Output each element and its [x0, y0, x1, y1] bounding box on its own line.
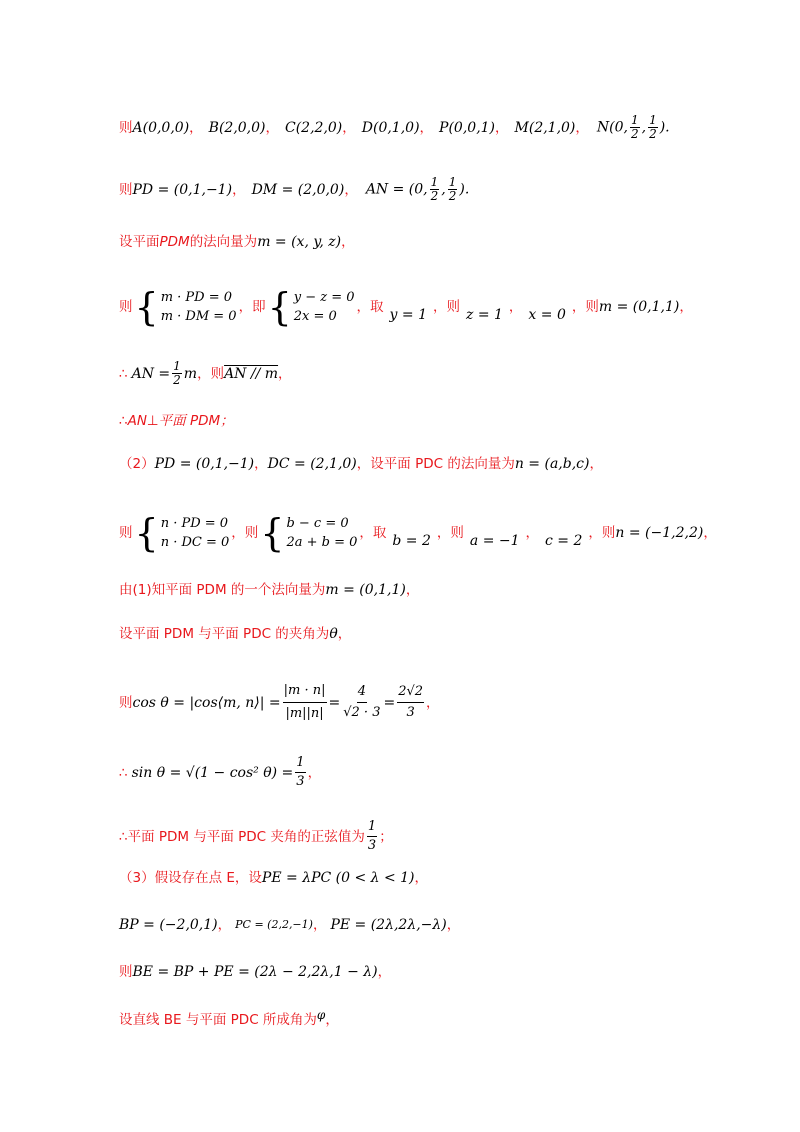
- text: 设直线 BE 与平面 PDC 所成角为: [119, 1012, 317, 1028]
- then-label: 则: [119, 964, 133, 980]
- text: ∴AN⊥平面 PDM；: [119, 413, 234, 429]
- punct: ，: [325, 1012, 339, 1028]
- vectors-bp-pc-pe: BP = (−2,0,1) ， PC = (2,2,−1) ， PE = (2λ,2λ,−λ) ，: [119, 917, 461, 933]
- equals: =: [328, 694, 341, 711]
- vector-an: AN = (0, $\frac{1}{2}$ , $\frac{1}{2}$ ).: [365, 175, 470, 203]
- punct: ，: [337, 626, 352, 642]
- cosine-line: [119, 680, 760, 725]
- text: 的法向量为: [189, 234, 258, 250]
- known-normal-line: [119, 580, 760, 600]
- part3-intro: [119, 868, 760, 888]
- point-b: B(2,0,0): [208, 119, 266, 136]
- point-d: D(0,1,0): [361, 119, 420, 136]
- part2-intro: （2） PD = (0,1,−1) ， DC = (2,1,0) ，设平面 PDC 的法向量为 n = (a,b,c) ，: [119, 456, 603, 472]
- vector-be-line: [119, 962, 760, 982]
- vector-m: m = (x, y, z): [257, 234, 342, 250]
- text: ，则: [436, 525, 464, 541]
- part-label: （2）: [119, 456, 155, 472]
- vector-pc: PC = (2,2,−1): [235, 918, 313, 931]
- then-label: 则: [119, 181, 133, 198]
- then-label: 则: [119, 299, 133, 315]
- fraction-result: $\frac{2√2}{3}$: [398, 684, 424, 720]
- sine-line: [119, 754, 760, 791]
- then-label: 则: [119, 119, 133, 136]
- punct: ，: [589, 456, 603, 472]
- fraction-dot-over-norms: $\frac{|m \cdot n|}{|m||n|}$: [283, 680, 327, 725]
- value-b: b = 2: [392, 533, 431, 549]
- parallel-line: [119, 360, 760, 387]
- text: 设平面 PDM 与平面 PDC 的夹角为: [119, 626, 330, 642]
- fraction-third: $\frac{1}{3}$: [296, 755, 305, 789]
- point-a: A(0,0,0): [132, 119, 190, 136]
- system-pdm-line: 则 { m · PD = 0 m · DM = 0 ，即 { y − z = 0 2x = 0 ，取 y = 1 ，则 z = 1 ， x = 0 ，则 m = (0,1,1) ，: [119, 285, 693, 329]
- vector-dc: DC = (2,1,0): [267, 456, 357, 472]
- point-n: N(0, $\frac{1}{2}$ , $\frac{1}{2}$ ).: [596, 113, 670, 141]
- text: ，则: [588, 525, 616, 541]
- phi-symbol: φ: [316, 1008, 326, 1022]
- fraction-third: $\frac{1}{3}$: [367, 819, 377, 853]
- fraction-half: $\frac{1}{2}$: [173, 359, 181, 387]
- normal-vector-intro: [119, 232, 760, 252]
- value-c: c = 2: [545, 533, 583, 549]
- point-c: C(2,2,0): [285, 119, 343, 136]
- therefore-symbol: ∴: [119, 365, 128, 382]
- then-label: 则: [119, 694, 133, 711]
- vectors-line: 则 PD = (0,1,−1) ， DM = (2,0,0) ， AN = (0, $\frac{1}{2}$ , $\frac{1}{2}$ ).: [119, 175, 470, 203]
- angle-intro: [119, 624, 760, 644]
- dot-product-system: { n · PD = 0 n · DC = 0: [134, 511, 230, 555]
- text: ，即: [238, 299, 266, 315]
- then-label: 则: [119, 525, 133, 541]
- punct: ，: [679, 299, 693, 315]
- punct: ，: [278, 365, 292, 382]
- value-z: z = 1: [466, 307, 503, 323]
- dot-product-system: { m · PD = 0 m · DM = 0: [134, 285, 237, 329]
- text: ，取: [359, 525, 387, 541]
- punct: ，: [405, 582, 420, 598]
- vector-dm: DM = (2,0,0): [251, 181, 345, 198]
- equation-system: { y − z = 0 2x = 0: [267, 285, 355, 329]
- punct: ，: [426, 694, 440, 711]
- plane-name: PDM: [159, 234, 190, 250]
- vector-m-value: m = (0,1,1): [325, 582, 406, 598]
- vector-m: m: [183, 365, 198, 382]
- vector-n: n = (a,b,c): [514, 456, 590, 472]
- parallel-statement: AN // m: [224, 365, 279, 382]
- value-a: a = −1: [469, 533, 520, 549]
- vector-be: BE = BP + PE = (2λ − 2,2λ,1 − λ): [132, 964, 378, 980]
- therefore-symbol: ∴: [119, 764, 128, 781]
- vector-pe-def: PE = λPC (0 < λ < 1): [261, 870, 415, 886]
- vector-pe: PE = (2λ,2λ,−λ): [330, 917, 447, 933]
- value-x: x = 0: [528, 307, 566, 323]
- cos-expression: cos θ = |cos⟨m, n⟩| =: [132, 694, 281, 711]
- vector-pd: PD = (0,1,−1): [132, 181, 233, 198]
- line-plane-angle-intro: [119, 1010, 760, 1030]
- fraction-4: $\frac{4}{√2 \cdot 3}$: [343, 684, 381, 720]
- punct: ；: [379, 828, 393, 845]
- vector-pd: PD = (0,1,−1): [154, 456, 255, 472]
- theta-symbol: θ: [329, 626, 338, 642]
- punct: ，: [377, 964, 392, 980]
- sine-conclusion: [119, 818, 760, 855]
- text: ，则: [433, 299, 460, 315]
- sin-expression: sin θ = √(1 − cos² θ) =: [131, 764, 294, 781]
- punct: ，: [446, 917, 461, 933]
- perpendicular-conclusion: [119, 411, 760, 431]
- punct: ，: [414, 870, 429, 886]
- vector-n-value: n = (−1,2,2): [615, 525, 704, 541]
- equation-system: { b − c = 0 2a + b = 0: [260, 511, 358, 555]
- punct: ，: [703, 525, 717, 541]
- text: （3）假设存在点 E，设: [119, 870, 262, 886]
- vector-an: AN =: [131, 365, 171, 382]
- punct: ，: [341, 234, 355, 250]
- text: 由(1)知平面 PDM 的一个法向量为: [119, 582, 326, 598]
- system-pdc-line: 则 { n · PD = 0 n · DC = 0 ，则 { b − c = 0 2a + b = 0 ，取 b = 2 ，则 a = −1 ， c = 2 ，则 n = (−1,2,2) ，: [119, 511, 717, 555]
- value-y: y = 1: [389, 307, 427, 323]
- text: ，则: [197, 365, 225, 382]
- text: 设平面: [119, 234, 160, 250]
- text: ∴平面 PDM 与平面 PDC 夹角的正弦值为: [119, 828, 365, 845]
- vector-m-value: m = (0,1,1): [598, 299, 680, 315]
- vector-bp: BP = (−2,0,1): [119, 917, 218, 933]
- text: ，取: [356, 299, 384, 315]
- text: ，则: [231, 525, 259, 541]
- text: ，则: [571, 299, 599, 315]
- point-m: M(2,1,0): [514, 119, 576, 136]
- equals: =: [383, 694, 396, 711]
- text: ，设平面 PDC 的法向量为: [356, 456, 515, 472]
- punct: ，: [307, 764, 322, 781]
- point-p: P(0,0,1): [439, 119, 496, 136]
- coordinates-line: 则 A(0,0,0) ， B(2,0,0) ， C(2,2,0) ， D(0,1,0) ， P(0,0,1) ， M(2,1,0) ， N(0, $\frac{1}{2}$ , $\frac{1}{2}$ ).: [119, 113, 670, 141]
